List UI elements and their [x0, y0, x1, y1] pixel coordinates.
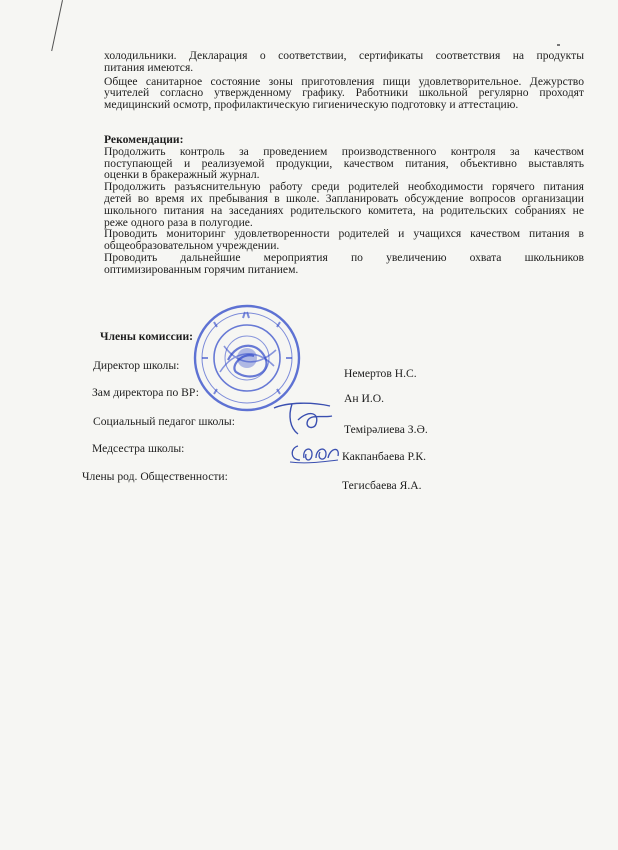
text-line: реже одного раза в полугодие.: [104, 215, 253, 229]
member-name: Тегисбаева Я.А.: [342, 479, 422, 492]
text-line: поступающей и реализуемой продукции, качеством питания, объективно выставлять: [104, 156, 584, 170]
text-line: школьного питания на заседаниях родительского комитета, на родительских собраниях не: [104, 203, 584, 217]
text-line: Продолжить разъяснительную работу среди родителей необходимости горячего питания: [104, 180, 584, 194]
text-line: оптимизированным горячим питанием.: [104, 262, 299, 276]
commission-heading: Члены комиссии:: [100, 330, 193, 343]
text-line: детей во время их пребывания в школе. Запланировать обсуждение вопросов организации: [104, 191, 584, 205]
text-line: Продолжить контроль за проведением производственного контроля за качеством: [104, 144, 584, 158]
signature-nurse: [286, 440, 342, 466]
member-name: Какпанбаева Р.К.: [342, 450, 426, 463]
text-line: Общее санитарное состояние зоны приготовления пищи удовлетворительное. Дежурство: [104, 74, 584, 88]
member-role: Члены род. Общественности:: [82, 470, 228, 483]
recommendations-block: [104, 134, 584, 276]
member-name: Немертов Н.С.: [344, 367, 417, 380]
member-role: Директор школы:: [93, 359, 180, 372]
member-role: Социальный педагог школы:: [93, 415, 235, 428]
member-role: Зам директора по ВР:: [92, 386, 199, 399]
intro-block: [104, 50, 584, 111]
member-name: Ан И.О.: [344, 392, 385, 405]
text-line: медицинский осмотр, профилактическую гигиеническую подготовку и аттестацию.: [104, 98, 519, 112]
signature-social-pedagogue: [268, 398, 338, 438]
text-line: питания имеются.: [104, 60, 194, 74]
member-role: Медсестра школы:: [92, 442, 185, 455]
text-line: учителей согласно утвержденному графику. Работники школьной регулярно проходят: [104, 86, 584, 100]
member-name: Темірәлиева З.Ә.: [344, 423, 428, 436]
text-line: холодильники. Декларация о соответствии, сертификаты соответствия на продукты: [104, 49, 584, 62]
text-line: общеобразовательном учреждении.: [104, 239, 280, 253]
text-line: Проводить дальнейшие мероприятия по увеличению охвата школьников: [104, 250, 584, 264]
scan-artifact-line: [51, 0, 63, 51]
text-line: Проводить мониторинг удовлетворенности родителей и учащихся качеством питания в: [104, 227, 584, 241]
text-line: оценки в бракеражный журнал.: [104, 168, 260, 182]
recommendations-heading: Рекомендации:: [104, 133, 184, 146]
scan-speck: [557, 44, 560, 46]
